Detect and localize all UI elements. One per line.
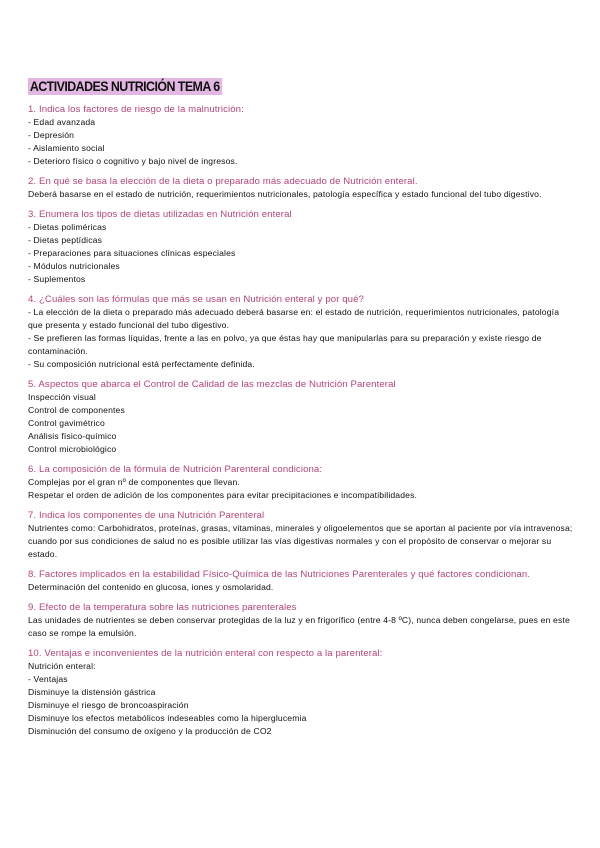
section-8 [28, 568, 576, 594]
answer-line: - Preparaciones para situaciones clínicas especiales [28, 248, 236, 258]
answer-line: Disminuye el riesgo de broncoaspiración [28, 700, 189, 710]
answer [28, 522, 576, 561]
answer-line: - Deterioro físico o cognitivo y bajo nivel de ingresos. [28, 156, 238, 166]
answer [28, 221, 576, 286]
section-10 [28, 647, 576, 738]
section-2 [28, 175, 576, 201]
answer-line: Control gavimétrico [28, 418, 105, 428]
answer-line: - Dietas poliméricas [28, 222, 107, 232]
answer [28, 660, 576, 738]
question: 9. Efecto de la temperatura sobre las nutriciones parenterales [28, 602, 297, 613]
question: 10. Ventajas e inconvenientes de la nutrición enteral con respecto a la parenteral: [28, 648, 383, 659]
question: 6. La composición de la fórmula de Nutrición Parenteral condiciona: [28, 464, 323, 475]
answer-line: - Aislamiento social [28, 143, 105, 153]
question: 5. Aspectos que abarca el Control de Calidad de las mezclas de Nutrición Parenteral [28, 379, 396, 390]
answer-line: Disminuye la distensión gástrica [28, 687, 156, 697]
answer [28, 476, 576, 502]
answer-line: - Suplementos [28, 274, 86, 284]
answer-line: Deberá basarse en el estado de nutrición, requerimientos nutricionales, patología específica y estado funcional del tubo digestivo. [28, 189, 542, 199]
answer [28, 391, 576, 456]
answer-line: Inspección visual [28, 392, 96, 402]
section-3 [28, 208, 576, 286]
document-page [28, 78, 576, 745]
answer-line: - Se prefieren las formas líquidas, frente a las en polvo, ya que éstas hay que manipularlas para su preparación y existe riesgo de contaminación. [28, 333, 542, 356]
answer [28, 116, 576, 168]
answer-line: Las unidades de nutrientes se deben conservar protegidas de la luz y en frigorífico (entre 4-8 ºC), nunca deben congelarse, pues en este caso se rompe la emulsión. [28, 615, 570, 638]
document-title: ACTIVIDADES NUTRICIÓN TEMA 6 [28, 78, 222, 95]
answer-line: - Dietas peptídicas [28, 235, 103, 245]
answer-line: Disminución del consumo de oxígeno y la producción de CO2 [28, 726, 272, 736]
section-6 [28, 463, 576, 502]
question: 3. Enumera los tipos de dietas utilizadas en Nutrición enteral [28, 209, 292, 220]
question: 2. En qué se basa la elección de la dieta o preparado más adecuado de Nutrición enteral. [28, 176, 418, 187]
section-4 [28, 293, 576, 371]
section-7 [28, 509, 576, 561]
question: 7. Indica los componentes de una Nutrición Parenteral [28, 510, 265, 521]
answer-line: - Ventajas [28, 674, 68, 684]
answer-line: - Módulos nutricionales [28, 261, 120, 271]
question: 8. Factores implicados en la estabilidad Físico-Química de las Nutriciones Parenterales y qué factores condicionan. [28, 569, 531, 580]
answer-line: Nutrientes como: Carbohidratos, proteínas, grasas, vitaminas, minerales y oligoelementos que se aportan al paciente por vía intravenosa; cuando por sus condiciones de salud no es posible utilizar las vías digestivas normales y con el propósito de conservar o mejorar su estado. [28, 523, 573, 559]
answer-line: - Depresión [28, 130, 75, 140]
answer-line: Determinación del contenido en glucosa, iones y osmolaridad. [28, 582, 274, 592]
section-5 [28, 378, 576, 456]
answer-line: - Edad avanzada [28, 117, 96, 127]
section-9 [28, 601, 576, 640]
answer-line: Control de componentes [28, 405, 125, 415]
answer-line: - La elección de la dieta o preparado más adecuado deberá basarse en: el estado de nutrición, requerimientos nutricionales, patología que presenta y estado funcional del tubo digestivo. [28, 307, 560, 330]
answer-line: Nutrición enteral: [28, 661, 96, 671]
answer [28, 614, 576, 640]
answer-line: Disminuye los efectos metabólicos indeseables como la hiperglucemia [28, 713, 307, 723]
answer-line: - Su composición nutricional está perfectamente definida. [28, 359, 255, 369]
answer-line: Complejas por el gran nº de componentes que llevan. [28, 477, 240, 487]
answer [28, 188, 576, 201]
answer-line: Control microbiológico [28, 444, 117, 454]
question: 1. Indica los factores de riesgo de la malnutrición: [28, 104, 244, 115]
answer-line: Respetar el orden de adición de los componentes para evitar precipitaciones e incompatibilidades. [28, 490, 418, 500]
answer [28, 581, 576, 594]
answer-line: Análisis físico-químico [28, 431, 117, 441]
question: 4. ¿Cuáles son las fórmulas que más se usan en Nutrición enteral y por qué? [28, 294, 364, 305]
answer [28, 306, 576, 371]
section-1 [28, 103, 576, 168]
